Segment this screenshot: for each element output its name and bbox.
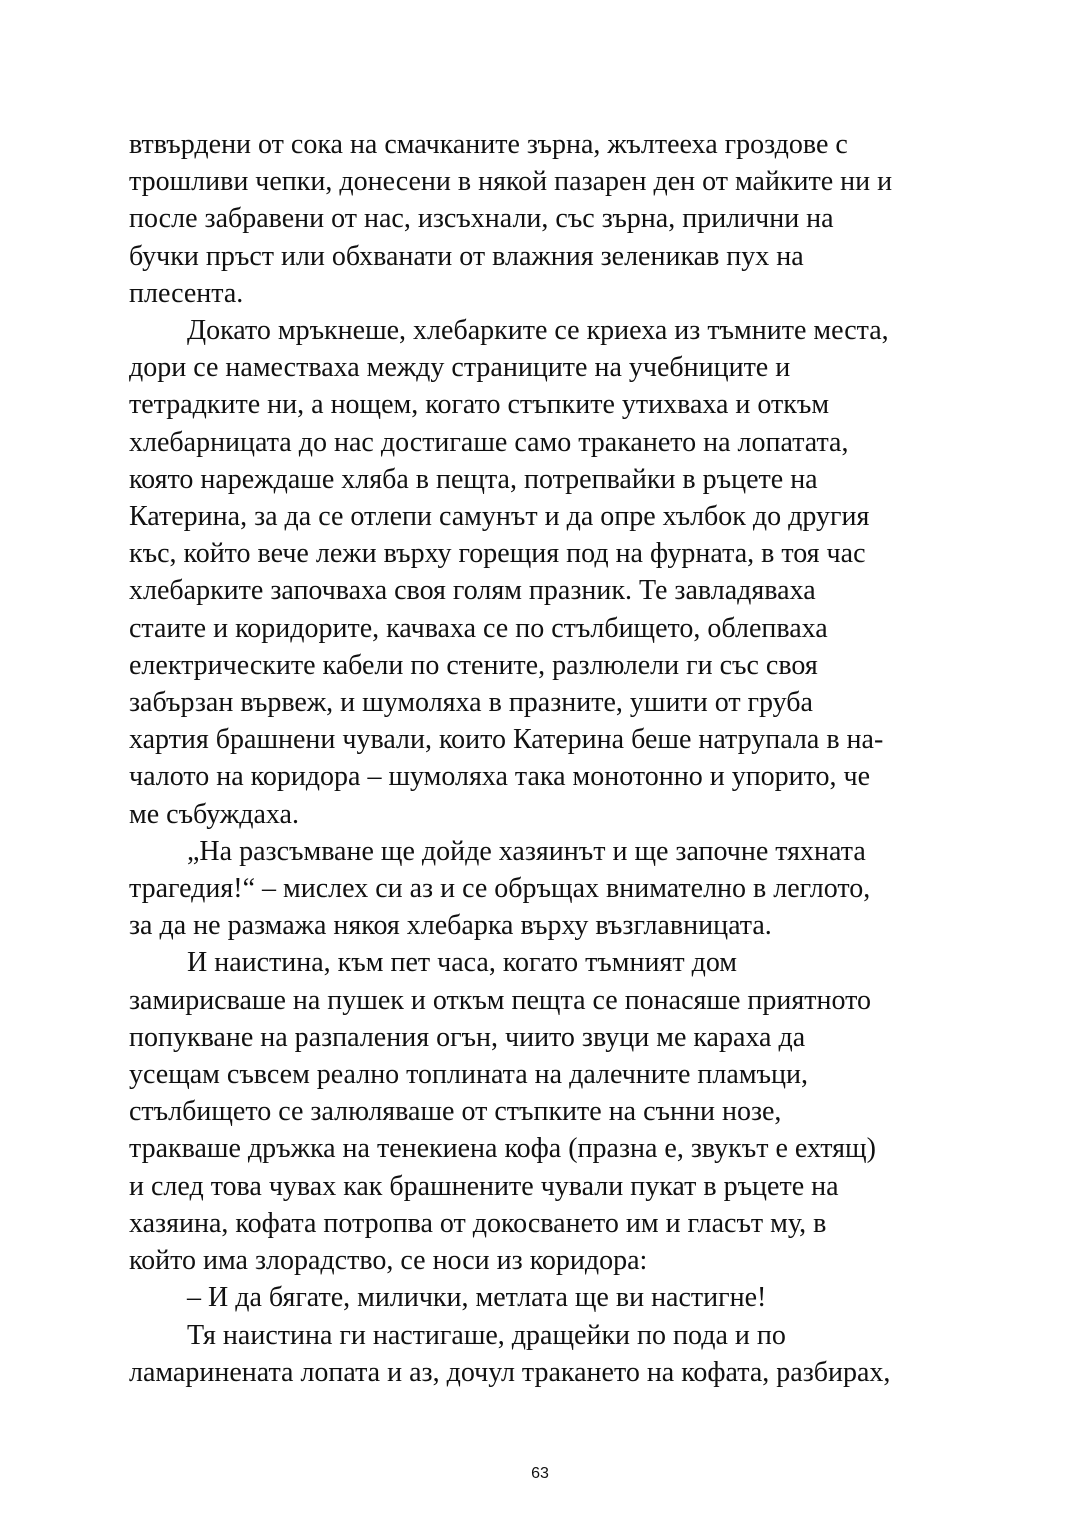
text-line: усещам съвсем реално топлината на далечните пламъци, [129,1059,808,1091]
text-line: хлебарките започваха своя голям празник. Те завладяваха [129,575,816,607]
paragraph-first-line: Докато мръкнеше, хлебарките се криеха из тъмните места, [187,315,889,347]
text-line: трагедия!“ – мислех си аз и се обръщах внимателно в леглото, [129,873,871,905]
text-line: стаите и коридорите, качваха се по стълбището, облепваха [129,612,828,644]
page-number: 63 [531,1465,549,1482]
paragraph-first-line: И наистина, към пет часа, когато тъмният дом [187,947,738,979]
text-line: ламаринената лопата и аз, дочул тракането на кофата, разбирах, [129,1356,891,1388]
text-line: трошливи чепки, донесени в някой пазарен ден от майките ни и [129,166,893,198]
text-line: бучки пръст или обхванати от влажния зеленикав пух на [129,240,804,272]
text-line: втвърдени от сока на смачканите зърна, жълтееха гроздове с [129,129,848,160]
text-line: която нареждаше хляба в пещта, потрепвайки в ръцете на [129,463,818,495]
paragraph-first-line: Тя наистина ги настигаше, дращейки по пода и по [187,1319,786,1351]
text-line: който има злорадство, се носи из коридора: [129,1245,648,1277]
text-line: замирисваше на пушек и откъм пещта се понасяше приятното [129,984,871,1016]
text-line: хлебарницата до нас достигаше само тракането на лопатата, [129,426,849,458]
text-line: попукване на разпаления огън, чиито звуци ме караха да [129,1021,806,1053]
text-line: къс, който вече лежи върху горещия под на фурната, в тоя час [129,538,866,570]
text-line: стълбището се залюляваше от стъпките на сънни нозе, [129,1096,782,1128]
text-line: тракваше дръжка на тенекиена кофа (празна е, звукът е ехтящ) [129,1133,876,1165]
text-line: електрическите кабели по стените, разлюлели ги със своя [129,649,818,681]
text-line: и след това чувах как брашнените чували пукат в ръцете на [129,1170,839,1202]
text-line: забързан вървеж, и шумоляха в празните, ушити от груба [129,687,813,719]
text-line: Катерина, за да се отлепи самунът и да опре хълбок до другия [129,501,870,533]
paragraph-first-line: – И да бягате, милички, метлата ще ви настигне! [187,1282,767,1314]
text-line: плесента. [129,277,244,309]
body-text [129,126,951,1391]
text-line: за да не размажа някоя хлебарка върху възглавницата. [129,910,772,942]
text-line: ме събуждаха. [129,798,299,830]
text-line: чалото на коридора – шумоляха така монотонно и упорито, че [129,761,871,793]
text-line: дори се наместваха между страниците на учебниците и [129,352,791,384]
text-line: тетрадките ни, а нощем, когато стъпките утихваха и откъм [129,389,830,421]
text-line: хазяина, кофата потропва от докосването им и гласът му, в [129,1207,827,1239]
text-line: после забравени от нас, изсъхнали, със зърна, прилични на [129,203,834,235]
text-line: хартия брашнени чували, които Катерина беше натрупала в на- [129,724,884,756]
paragraph-first-line: „На разсъмване ще дойде хазяинът и ще започне тяхната [187,835,866,867]
